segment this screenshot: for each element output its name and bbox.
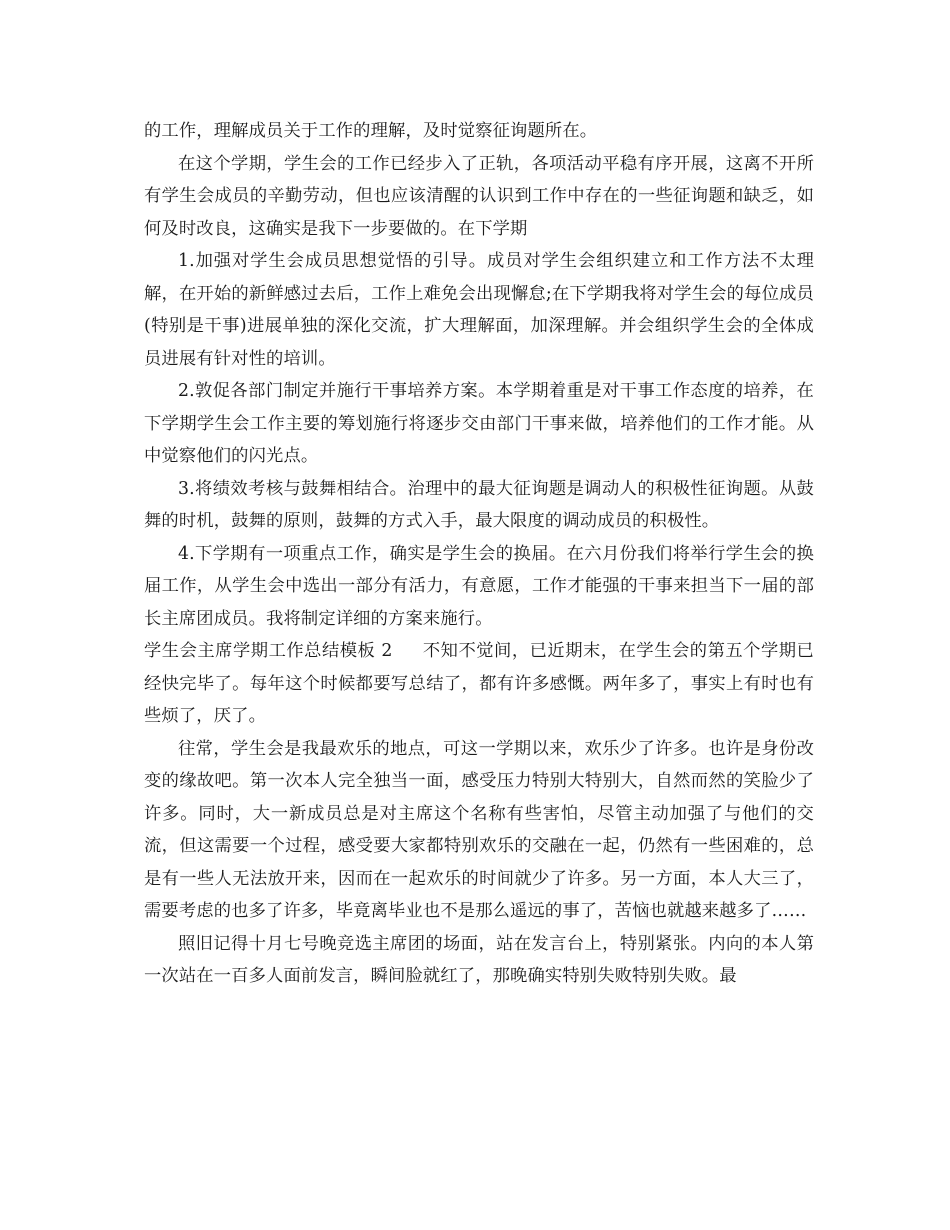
paragraph-reflection: 往常，学生会是我最欢乐的地点，可这一学期以来，欢乐少了许多。也许是身份改变的缘故吧。第一次本人完全独当一面，感受压力特别大特别大，自然而然的笑脸少了许多。同时，大一新成员总是对主席这个名称有些害怕，尽管主动加强了与他们的交流，但这需要一个过程，感受要大家都特别欢乐的交融在一起，仍然有一些困难的，总是有一些人无法放开来，因而在一起欢乐的时间就少了许多。另一方面，本人大三了，需要考虑的也多了许多，毕竟离毕业也不是那么遥远的事了，苦恼也就越来越多了…… (144, 738, 814, 921)
document-body (144, 115, 814, 993)
paragraph-election-memory: 照旧记得十月七号晚竞选主席团的场面，站在发言台上，特别紧张。内向的本人第一次站在一百多人面前发言，瞬间脸就红了，那晚确实特别失败特别失败。最 (144, 933, 814, 986)
paragraph-plan-item-4: 4.下学期有一项重点工作，确实是学生会的换届。在六月份我们将举行学生会的换届工作，从学生会中选出一部分有活力，有意愿，工作才能强的干事来担当下一届的部长主席团成员。我将制定详细的方案来施行。 (144, 543, 814, 629)
paragraph-continuation: 的工作，理解成员关于工作的理解，及时觉察征询题所在。 (144, 121, 598, 141)
paragraph-semester-status: 在这个学期，学生会的工作已经步入了正轨，各项活动平稳有序开展，这离不开所有学生会成员的辛勤劳动，但也应该清醒的认识到工作中存在的一些征询题和缺乏，如何及时改良，这确实是我下一步要做的。在下学期 (144, 153, 814, 239)
paragraph-plan-item-2: 2.敦促各部门制定并施行干事培养方案。本学期着重是对干事工作态度的培养，在下学期学生会工作主要的筹划施行将逐步交由部门干事来做，培养他们的工作才能。从中觉察他们的闪光点。 (144, 381, 814, 466)
paragraph-plan-item-1: 1.加强对学生会成员思想觉悟的引导。成员对学生会组织建立和工作方法不太理解，在开始的新鲜感过去后，工作上难免会出现懈怠;在下学期我将对学生会的每位成员(特别是干事)进展单独的深化交流，扩大理解面，加深理解。并会组织学生会的全体成员进展有针对性的培训。 (144, 251, 814, 369)
section-2-start (144, 635, 814, 733)
section-title: 学生会主席学期工作总结模板 2 (144, 641, 393, 661)
section-opening-text: 不知不觉间，已近期末，在学生会的第五个学期已经快完毕了。每年这个时候都要写总结了，都有许多感慨。两年多了，事实上有时也有些烦了，厌了。 (144, 641, 814, 726)
paragraph-plan-item-3: 3.将绩效考核与鼓舞相结合。治理中的最大征询题是调动人的积极性征询题。从鼓舞的时机，鼓舞的原则，鼓舞的方式入手，最大限度的调动成员的积极性。 (144, 478, 814, 531)
